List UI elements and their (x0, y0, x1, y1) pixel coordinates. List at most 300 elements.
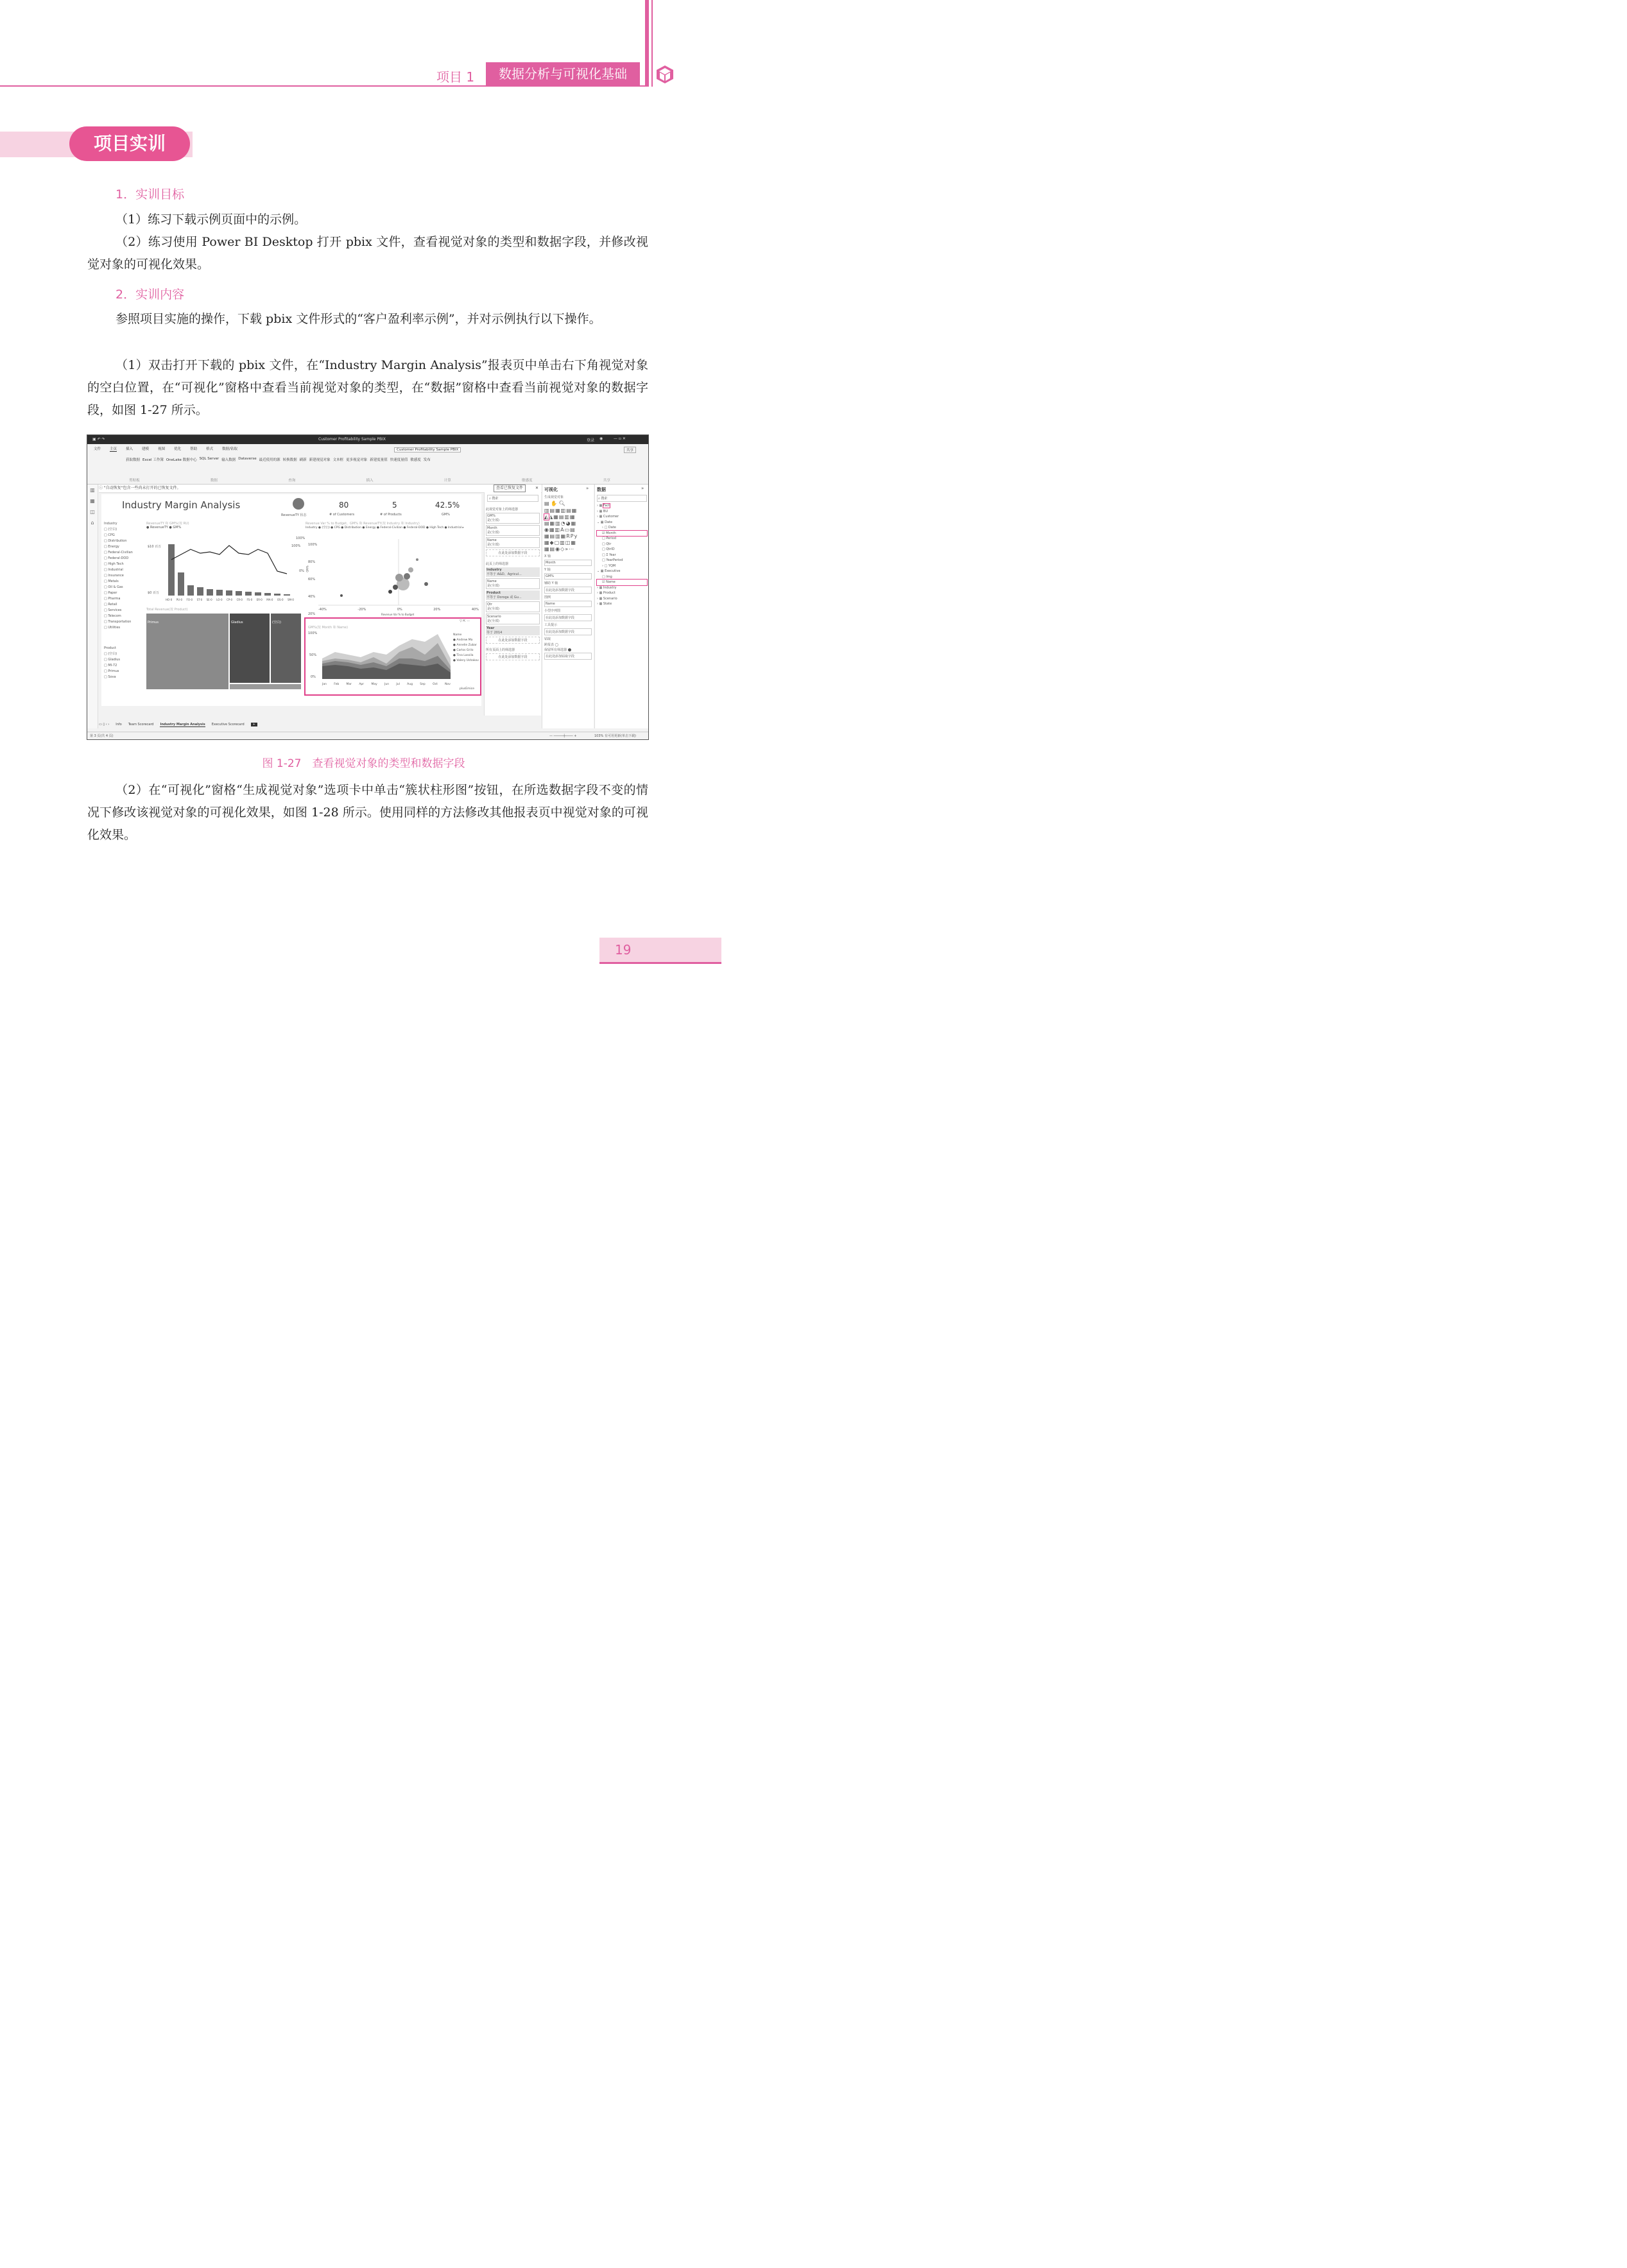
field-well[interactable] (544, 628, 592, 635)
slicer-item-label: Insurance (108, 574, 124, 578)
report-canvas[interactable] (101, 494, 481, 706)
legend-label: Federal-Civilian (380, 526, 403, 529)
slicer-item[interactable]: □ Energy (104, 545, 119, 549)
x-tick: Apr (359, 683, 365, 686)
slicer-item-label: Federal-Civilian (108, 551, 133, 554)
tab-data-drill[interactable]: 数据/钻取 (222, 447, 237, 451)
ribbon-button[interactable]: 最近使用的源 (259, 458, 280, 462)
treemap-tile[interactable] (230, 684, 301, 694)
avatar-icon[interactable]: ◉ (599, 436, 603, 441)
x-axis-title: Revenue Var % to Budget (381, 613, 415, 616)
ribbon-group-labels (94, 477, 646, 483)
field-well-label: 辅助 Y 轴 (544, 581, 558, 585)
area-chart-icon[interactable]: ◭ (544, 514, 549, 520)
scatter-plot (318, 539, 479, 606)
x-tick: Aug (407, 683, 413, 686)
ribbon-button[interactable]: 新建度量值 (370, 458, 388, 462)
report-title: Industry Margin Analysis (122, 499, 241, 511)
slicer-item[interactable]: □ MI-72 (104, 664, 117, 667)
x-tick: Mar (346, 683, 352, 686)
figure-caption: 图 1-27 查看视觉对象的类型和数据字段 (262, 757, 465, 770)
login-link[interactable]: 登录 (587, 438, 595, 443)
slicer-item[interactable]: □ Industrial (104, 568, 123, 572)
x-tick: HO-0 (166, 598, 173, 601)
share-button[interactable]: 共享 (624, 447, 636, 453)
industry-slicer (104, 521, 142, 631)
y-ticks (308, 537, 317, 623)
table-view-icon[interactable]: ▦ (90, 498, 95, 504)
treemap-tile[interactable] (230, 614, 270, 683)
slicer-item-label: Oil & Gas (108, 585, 123, 589)
filter-name: Industry (486, 568, 502, 572)
field-name: Qtr (606, 542, 612, 546)
page-tabs (99, 720, 484, 729)
slicer-item-label: Industrial (108, 568, 123, 572)
legend-label: High Tech (429, 526, 444, 529)
viz-gallery[interactable]: ▥▤▦▥▤▦ ◭◮▦▤▥▦ ▤▦▥◔◕▦ ◉▦▥A▭▤ ▦▤▥▦RPy ▦◆▢▥◫▦ ▦▤◉◇»⋯ (544, 508, 578, 552)
viz-tab-icons[interactable]: ▤ ✋ 🔍︎ (544, 501, 565, 506)
bar (226, 590, 232, 596)
filter-card[interactable] (486, 513, 540, 524)
tile-label: (空白) (272, 621, 281, 624)
filter-card[interactable] (486, 614, 540, 624)
ribbon-button[interactable]: 发布 (423, 458, 431, 462)
table-name: Scenario (603, 596, 617, 601)
drill-field-slot[interactable]: 在此处添加钻取字段 (544, 653, 592, 660)
field-item-checked[interactable]: ☑ Name (597, 580, 647, 585)
paragraph: （1）双击打开下载的 pbix 文件，在“Industry Margin Analysis”报表页中单击右下角视觉对象的空白位置，在“可视化”窗格中查看当前视觉对象的类型，在“数据”窗格中查看当前视觉对象的数据字段，如图 1-27 所示。 (87, 358, 648, 417)
field-name: Year (609, 553, 616, 557)
x-ticks (166, 598, 294, 601)
point (395, 574, 403, 581)
paragraph: （2）练习使用 Power BI Desktop 打开 pbix 文件，查看视觉对象的类型和数据字段，并修改视觉对象的可视化效果。 (87, 235, 648, 271)
slicer-item[interactable]: □ (空白) (104, 652, 117, 656)
area-legend: Name ● Andrew Ma ● Annelie Zubar ● Carlos Grilo ● Tina Lassila ● Valery Ushakov (453, 633, 479, 662)
field-name: YQM (608, 563, 616, 568)
filter-card[interactable] (486, 626, 540, 635)
table-name: Fact (603, 504, 610, 508)
filter-value: 不等于 A&D、Agricul... (486, 572, 522, 576)
gm-line (171, 546, 287, 574)
paragraph: 参照项目实施的操作，下载 pbix 文件形式的“客户盈利率示例”，并对示例执行以下操作。 (116, 312, 601, 326)
y-tick: 80% (308, 560, 316, 564)
ribbon-button[interactable]: 输入数据 (221, 458, 236, 462)
slicer-item-label: High Tech (108, 562, 124, 566)
section-title: 项目实训 (69, 126, 190, 161)
bar (178, 572, 184, 596)
slicer-item-label: Distribution (108, 539, 127, 543)
field-well-label: X 轴 (544, 554, 551, 558)
slicer-title: Product (104, 646, 116, 650)
window-controls[interactable]: — ▫ ✕ (614, 436, 626, 441)
field-well[interactable] (544, 614, 592, 621)
x-tick: Oct (433, 683, 438, 686)
field-item[interactable]: □ QtrID (602, 547, 615, 551)
table-name: Industry (603, 585, 617, 590)
tab-modeling[interactable]: 建模 (142, 447, 150, 451)
filter-name: Month (487, 526, 497, 530)
field-well[interactable] (544, 573, 592, 580)
chart-title: Revenue Var % to Budget、GM% 和 RevenueTY(按 Industry 和 Industry) (306, 522, 420, 526)
field-item[interactable]: □ Img (602, 574, 612, 579)
filter-section-title: 此视觉对象上的筛选器 (486, 508, 519, 511)
table-node[interactable]: › ▦ Fact (597, 504, 610, 508)
status-bar (87, 732, 648, 740)
filter-card[interactable] (486, 567, 540, 577)
filter-value: 等于 2014 (486, 631, 503, 635)
slicer-item-label: Utilities (108, 626, 121, 630)
visual-header-icons[interactable]: ▽ ⇱ ⋯ (460, 619, 470, 623)
field-item[interactable]: › □ YQM (602, 563, 616, 568)
y-tick: 100% (308, 631, 318, 635)
ribbon-button[interactable]: Dataverse (238, 457, 257, 461)
slicer-item[interactable]: □ Services (104, 608, 122, 612)
x-ticks (318, 608, 479, 612)
slicer-item-label: Transportation (108, 620, 132, 624)
filter-value: 是(全部) (487, 607, 499, 611)
field-name: Month (606, 531, 616, 535)
search-placeholder: 搜索 (492, 497, 499, 501)
page-tab-active[interactable]: Industry Margin Analysis (160, 722, 205, 726)
collapse-icon[interactable]: » (641, 486, 644, 491)
x-tick: Sep (420, 683, 426, 686)
y-axis-title: GM% (306, 565, 309, 572)
legend-label: Tina Lassila (456, 654, 474, 657)
page-tab[interactable]: Executive Scorecard (211, 723, 245, 726)
legend-label: Andrew Ma (456, 639, 473, 642)
close-icon[interactable]: ✕ (535, 486, 539, 490)
slicer-item-label: (空白) (108, 652, 117, 656)
group-label: 插入 (366, 479, 374, 483)
slicer-title: Industry (104, 522, 117, 526)
slicer-item-label: (空白) (108, 528, 117, 531)
drill-option[interactable] (544, 648, 592, 652)
tile-label: Gladius (231, 621, 243, 624)
field-well-value: Name (546, 602, 555, 606)
slicer-item[interactable]: □ Transportation (104, 620, 132, 624)
group-label: 敏感度 (522, 479, 533, 483)
x-tick: SM-0 (288, 598, 294, 601)
point (416, 558, 418, 561)
table-node[interactable]: › ▦ Product (597, 591, 616, 595)
filter-card[interactable] (486, 601, 540, 612)
ribbon-buttons (126, 457, 431, 462)
filter-value: 是(全部) (487, 543, 499, 547)
x-tick: 40% (471, 608, 479, 612)
point (404, 573, 410, 580)
chart-title: Total Revenue(按 Product) (146, 608, 188, 612)
legend-label: Annelie Zubar (456, 644, 478, 647)
search-placeholder: 搜索 (601, 497, 608, 501)
ribbon-button[interactable]: 新建视觉对象 (309, 458, 331, 462)
combo-chart[interactable] (146, 521, 301, 606)
tab-insert[interactable]: 插入 (126, 447, 133, 451)
slicer-item[interactable]: □ Oil & Gas (104, 585, 123, 589)
ribbon-button[interactable]: SQL Server (199, 457, 220, 461)
table-node[interactable]: › ▦ Customer (597, 515, 619, 519)
toggle-on[interactable]: ⬤ (567, 648, 572, 652)
x-tick: May (371, 683, 377, 686)
info-icon: ⓘ (99, 486, 104, 490)
x-ticks (322, 683, 451, 686)
legend-label: Distribution (344, 526, 362, 529)
bar (187, 585, 194, 596)
legend-label: Valery Ushakov (456, 659, 479, 662)
slicer-item[interactable]: □ CPG (104, 533, 115, 537)
slicer-item[interactable]: □ Pharma (104, 597, 121, 601)
filter-name: Scenario (487, 615, 501, 619)
chart-title: GM%(按 Month 和 Name) (308, 626, 349, 630)
ribbon-button[interactable]: 更多视觉对象 (346, 458, 368, 462)
paragraph: （1）练习下载示例页面中的示例。 (116, 212, 307, 227)
filter-value: 是(全部) (487, 531, 499, 535)
field-well[interactable] (544, 560, 592, 566)
model-view-icon[interactable]: ◫ (90, 509, 95, 515)
field-well-value: 在此处添加数据字段 (546, 588, 575, 592)
slicer-item-label: CPG (108, 533, 115, 537)
field-well-value: Month (546, 561, 556, 565)
ribbon-button[interactable]: 刷新 (299, 458, 307, 462)
field-item[interactable]: □ Period (602, 537, 616, 540)
field-item[interactable]: □ Σ Year (602, 553, 616, 557)
slicer-item-label: Federal-DOD (108, 556, 129, 560)
tab-help[interactable]: 帮助 (190, 447, 198, 451)
field-item[interactable]: □ Qtr (602, 542, 612, 546)
kpi-gm-label: GM% (442, 513, 450, 517)
y-tick: $10 百万 (148, 545, 162, 549)
bar (168, 544, 175, 596)
kpi-customers-label: # of Customers (329, 513, 355, 517)
slicer-item[interactable]: □ Metals (104, 580, 119, 583)
x-tick: -40% (318, 608, 327, 612)
desktop-layout-icon[interactable]: ▭ ▯ ‹ › (99, 723, 110, 726)
page-tab[interactable]: Team Scorecard (128, 723, 154, 726)
tab-format[interactable]: 格式 (206, 447, 214, 451)
scatter-chart[interactable] (296, 521, 480, 617)
table-node[interactable]: › ▦ BU (597, 509, 608, 513)
legend-label: CPG (334, 526, 340, 529)
slicer-item[interactable]: □ Telecom (104, 614, 121, 618)
filter-card[interactable] (486, 590, 540, 600)
viz-pane-title: 可视化 (544, 487, 558, 492)
table-node[interactable]: › ▦ Industry (597, 585, 617, 590)
dax-view-icon[interactable]: ⌂ (90, 520, 94, 526)
tab-home[interactable]: 主页 (110, 447, 117, 451)
drill-option[interactable] (544, 642, 592, 647)
ribbon-button[interactable]: Excel 工作簿 (142, 458, 164, 462)
ribbon-button[interactable]: 获取数据 (126, 458, 141, 462)
project-label: 项目 1 (436, 69, 475, 85)
field-well-label: 钻取 (544, 637, 551, 641)
x-tick: -20% (357, 608, 366, 612)
subheading-content: 2．实训内容 (116, 288, 185, 302)
group-label: 共享 (603, 479, 610, 483)
tab-view[interactable]: 视图 (158, 447, 166, 451)
kpi-gm-value: 42.5% (435, 501, 460, 510)
field-well[interactable] (544, 587, 592, 594)
slicer-item-label: Retail (108, 603, 117, 606)
page-indicator: 第 3 页(共 4 页) (90, 734, 114, 738)
slicer-item[interactable]: □ Distribution (104, 539, 127, 543)
x-tick: 20% (433, 608, 441, 612)
chapter-title: 数据分析与可视化基础 (486, 62, 640, 85)
field-item[interactable]: › □ Date (602, 526, 616, 529)
toggle-off[interactable]: ◯ (555, 643, 559, 647)
slicer-item-label: Metals (108, 580, 119, 583)
save-icon[interactable]: ▣ ↶ ↷ (92, 437, 105, 442)
filter-card[interactable] (486, 537, 540, 548)
treemap-tile[interactable] (146, 614, 228, 689)
legend-title: Name (453, 633, 462, 637)
bar (264, 593, 271, 596)
y-tick: $0 百万 (148, 591, 159, 595)
bar (197, 587, 203, 596)
filter-card[interactable] (486, 578, 540, 589)
ribbon-button[interactable]: 转换数据 (282, 458, 297, 462)
view-switcher (87, 485, 98, 728)
field-name: Period (606, 537, 616, 540)
point (388, 590, 392, 594)
area-chart-selected[interactable] (304, 617, 481, 696)
add-field-slot[interactable]: 在此处添加数据字段 (486, 549, 540, 556)
bar (216, 590, 223, 596)
treemap-tile[interactable] (271, 614, 301, 683)
zoom-slider[interactable]: — ─────┼──── + (549, 734, 577, 738)
field-list (597, 503, 647, 607)
slicer-item[interactable]: □ Paper (104, 591, 117, 595)
legend-label: (空白) (322, 526, 330, 529)
slicer-item-label: Telecom (108, 614, 121, 618)
area-plot (322, 633, 451, 679)
add-field-slot[interactable]: 在此处添加数据字段 (486, 637, 540, 644)
chart-legend: Industry ● (空白) ● CPG ● Distribution ● Energy ● Federal-Civilian ● Federal-DOD ● High Tech ● Industrial ▸ (306, 526, 464, 529)
field-well-label: 图例 (544, 596, 551, 599)
sensitivity-chip: Customer Profitability Sample PBIX (394, 447, 461, 452)
x-tick: ER-0 (256, 598, 263, 601)
filter-name: Qtr (487, 603, 492, 606)
add-field-slot[interactable]: 在此处添加数据字段 (486, 653, 540, 660)
slicer-item[interactable]: □ Primus (104, 669, 119, 673)
product-slicer (104, 646, 142, 680)
table-node[interactable]: › ▦ State (597, 602, 612, 606)
field-name: YearPeriod (606, 558, 623, 562)
filter-name: Name (487, 538, 497, 542)
tab-file[interactable]: 文件 (94, 447, 101, 451)
field-item[interactable]: □ YearPeriod (602, 558, 623, 562)
table-node[interactable]: › ▦ Scenario (597, 596, 617, 601)
filter-section-title: 所有页面上的筛选器 (486, 648, 515, 652)
field-name: QtrID (606, 547, 615, 551)
slicer-item[interactable]: □ Sova (104, 675, 116, 679)
slicer-item-label: Paper (108, 591, 117, 595)
viz-pane-subtitle: 生成视觉对象 (544, 495, 564, 499)
field-item-checked[interactable]: ☑ Month (597, 531, 647, 537)
x-tick: FS-0 (246, 598, 253, 601)
treemap[interactable] (146, 607, 304, 703)
add-page-icon[interactable]: + (251, 723, 257, 726)
filter-search[interactable]: ⌕ 搜索 (487, 495, 538, 502)
field-well-label: 工具提示 (544, 623, 558, 627)
ribbon-button[interactable]: OneLake 数据中心 (166, 458, 197, 462)
table-node[interactable]: ⌄ ▦ Executive (597, 569, 621, 573)
info-bar (99, 485, 542, 493)
subheading-goal: 1．实训目标 (116, 187, 185, 202)
legend-label: Industrial (447, 526, 462, 529)
x-tick: Jan (322, 683, 327, 686)
y2-tick: 100% (291, 544, 301, 548)
filter-name: Year (486, 626, 495, 630)
slicer-item[interactable]: □ (空白) (104, 528, 117, 531)
field-well[interactable] (544, 601, 592, 607)
data-search[interactable]: ⌕ 搜索 (597, 495, 647, 502)
filter-value: 不等于 Doroga 或 Gu... (486, 596, 522, 599)
collapse-icon[interactable]: » (586, 486, 589, 491)
data-pane-title: 数据 (597, 487, 606, 492)
table-name: BU (603, 509, 608, 513)
table-node[interactable]: ⌄ ▦ Date (597, 520, 613, 524)
slicer-item[interactable]: □ Federal-DOD (104, 556, 129, 560)
update-notice[interactable]: 有可用更新(单击下载) (605, 734, 636, 738)
tile-label: Primus (148, 621, 159, 624)
table-name: Executive (605, 569, 621, 573)
tab-optimize[interactable]: 优化 (174, 447, 182, 451)
field-name: Date (608, 526, 616, 529)
slicer-item[interactable]: □ Federal-Civilian (104, 551, 133, 554)
kpi-label: RevenueTY 状态 (281, 513, 307, 517)
field-name: Img (606, 574, 612, 579)
slicer-item-label: Energy (108, 545, 119, 549)
field-well-value: GM% (546, 574, 554, 578)
x-tick: MA-0 (266, 598, 273, 601)
x-tick: ST-0 (196, 598, 203, 601)
y-tick: 40% (308, 595, 316, 599)
paragraph: （2）在“可视化”窗格“生成视觉对象”选项卡中单击“簇状柱形图”按钮，在所选数据字段不变的情况下修改该视觉对象的可视化效果，如图 1-28 所示。使用同样的方法修改其他报表页中视觉对象的可视化效果。 (87, 783, 648, 842)
ribbon-button[interactable]: 快速度量值 (390, 458, 408, 462)
kpi-customers-value: 80 (339, 501, 349, 510)
y-tick: 50% (309, 653, 317, 657)
legend-label: Energy (365, 526, 376, 529)
filter-name: Name (487, 580, 497, 583)
x-tick: PU-0 (176, 598, 183, 601)
tile-label: Sova (231, 691, 237, 694)
ribbon-button[interactable]: 文本框 (332, 458, 344, 462)
filter-card[interactable] (486, 525, 540, 536)
group-label: 数据 (210, 479, 218, 483)
slicer-item[interactable]: □ Retail (104, 603, 117, 606)
point (424, 582, 428, 586)
slicer-item[interactable]: □ Utilities (104, 626, 121, 630)
table-name: Product (603, 591, 616, 595)
ribbon-button[interactable]: 敏感度 (410, 458, 421, 462)
ribbon (87, 444, 648, 485)
slicer-item[interactable]: □ Gladius (104, 658, 120, 662)
area-footer: plusEmice (460, 687, 475, 691)
field-well-label: Y 轴 (544, 568, 551, 572)
view-recovered-button[interactable]: 查看已恢复文件 (494, 485, 526, 492)
slicer-item[interactable]: □ High Tech (104, 562, 124, 566)
filter-name: GM% (487, 514, 495, 518)
filter-value: 是(全部) (487, 584, 499, 588)
title-bar (87, 435, 648, 444)
header-rule (0, 85, 648, 87)
field-well-value: 在此处添加数据字段 (546, 616, 575, 620)
report-view-icon[interactable]: ▥ (90, 487, 95, 493)
page-tab[interactable]: Info (116, 723, 122, 726)
y-tick: 0% (311, 675, 316, 679)
slicer-item[interactable]: □ Insurance (104, 574, 124, 578)
field-well-label: 小型序列图 (544, 609, 561, 613)
header-accent-bar (645, 0, 649, 87)
